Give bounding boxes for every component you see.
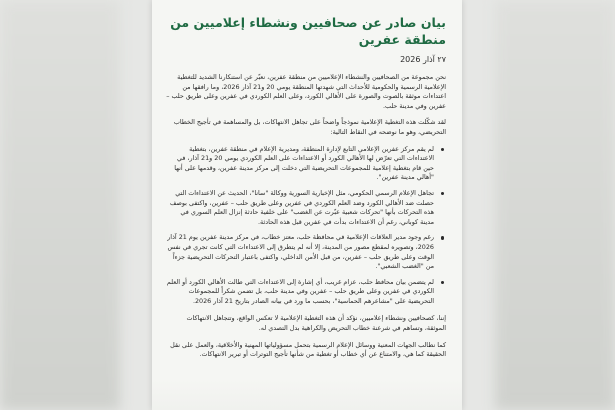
- point-item: رغم وجود مدير العلاقات الإعلامية في محافظة حلب، معتز خطاب، في مركز مدينة عفرين يوم 21 آذار 2026، وتصويره لمقطع مصور من المدينة، إلا أنه لم يتطرق إلى الاعتداءات التي كانت تجري في نفس الوقت وعلى طريق حلب – عفرين، من قبل الأمن الداخلي، واكتفى باعتبار التحركات التحريضية جزءاً من "الغضب الشعبي".: [167, 233, 434, 271]
- blurred-background-left: [0, 0, 120, 410]
- intro-paragraph: نحن مجموعة من الصحافيين والنشطاء الإعلاميين من منطقة عفرين، نعبّر عن استنكارنا الشديد للتغطية الإعلامية الرسمية والحكومية للأحداث التي شهدتها المنطقة يومي 20 و21 آذار 2026، وما رافقها من اعتداءات موثقة بالصوت والصورة على الأهالي الكورد، وعلى العلم الكوردي في عفرين وعلى طريق حلب – عفرين وفي مدينة حلب.: [166, 73, 446, 110]
- points-list: [166, 145, 446, 307]
- statement-document: [152, 0, 462, 410]
- point-item: لم يقم مركز عفرين الإعلامي التابع لإدارة المنطقة، ومديرية الإعلام في منطقة عفرين، بتغطية الاعتداءات التي تعرّض لها الأهالي الكورد أو الاعتداءات على العلم الكوردي يومي 20 و21 آذار، في حين قام بتغطية إعلامية للمجموعات التحريضية التي دخلت إلى مركز مدينة عفرين، وقدمها على أنها "أهالي مدينة عفرين".: [166, 145, 434, 183]
- point-item: تجاهل الإعلام الرسمي الحكومي، مثل الإخبارية السورية ووكالة "سانا"، الحديث عن الاعتداءات التي حصلت ضد الأهالي الكورد وضد العلم الكوردي في عفرين وعلى طريق حلب – عفرين، واكتفى بوصف هذه التحركات بأنها "تحركات شعبية عبّرت عن الغضب" على خلفية حادثة إنزال العلم السوري في مدينة كوباني، رغم أن الاعتداءات بدأت في عفرين قبل هذه الحادثة.: [166, 189, 434, 227]
- bottom-fade: [152, 380, 462, 410]
- demands-paragraph: كما نطالب الجهات المعنية ووسائل الإعلام الرسمية بتحمل مسؤولياتها المهنية والأخلاقية، والعمل على نقل الحقيقة كما هي، والامتناع عن أي خطاب أو تغطية من شأنها تأجيج التوترات أو تبرير الانتهاكات.: [170, 340, 446, 359]
- lead-paragraph: لقد شكّلت هذه التغطية الإعلامية نموذجاً واضحاً على تجاهل الانتهاكات، بل والمساهمة في تأجيج الخطاب التحريضي، وهو ما نوضحه في النقاط التالية:: [173, 118, 446, 136]
- document-date: ٢٧ آذار 2026: [400, 55, 446, 64]
- document-title: بيان صادر عن صحافيين ونشطاء إعلاميين من منطقة عفرين: [170, 15, 446, 47]
- blurred-background-right: [495, 0, 615, 410]
- conclusion-paragraph: إننا، كصحافيين ونشطاء إعلاميين، نؤكد أن هذه التغطية الإعلامية لا تعكس الواقع، وتتجاهل الانتهاكات الموثقة، وتساهم في شرعنة خطاب التحريض والكراهية بدل التصدي له.: [186, 314, 446, 333]
- point-item: لم يتضمن بيان محافظ حلب، عزام غريب، أي إشارة إلى الاعتداءات التي طالت الأهالي الكورد أو العلم الكوردي في عفرين وعلى طريق حلب – عفرين وفي مدينة حلب، بل تضمن شكراً للمجموعات التحريضية على "مشاعرهم الحماسية"، بحسب ما ورد في بيانه الصادر بتاريخ 21 آذار 2026.: [166, 277, 434, 305]
